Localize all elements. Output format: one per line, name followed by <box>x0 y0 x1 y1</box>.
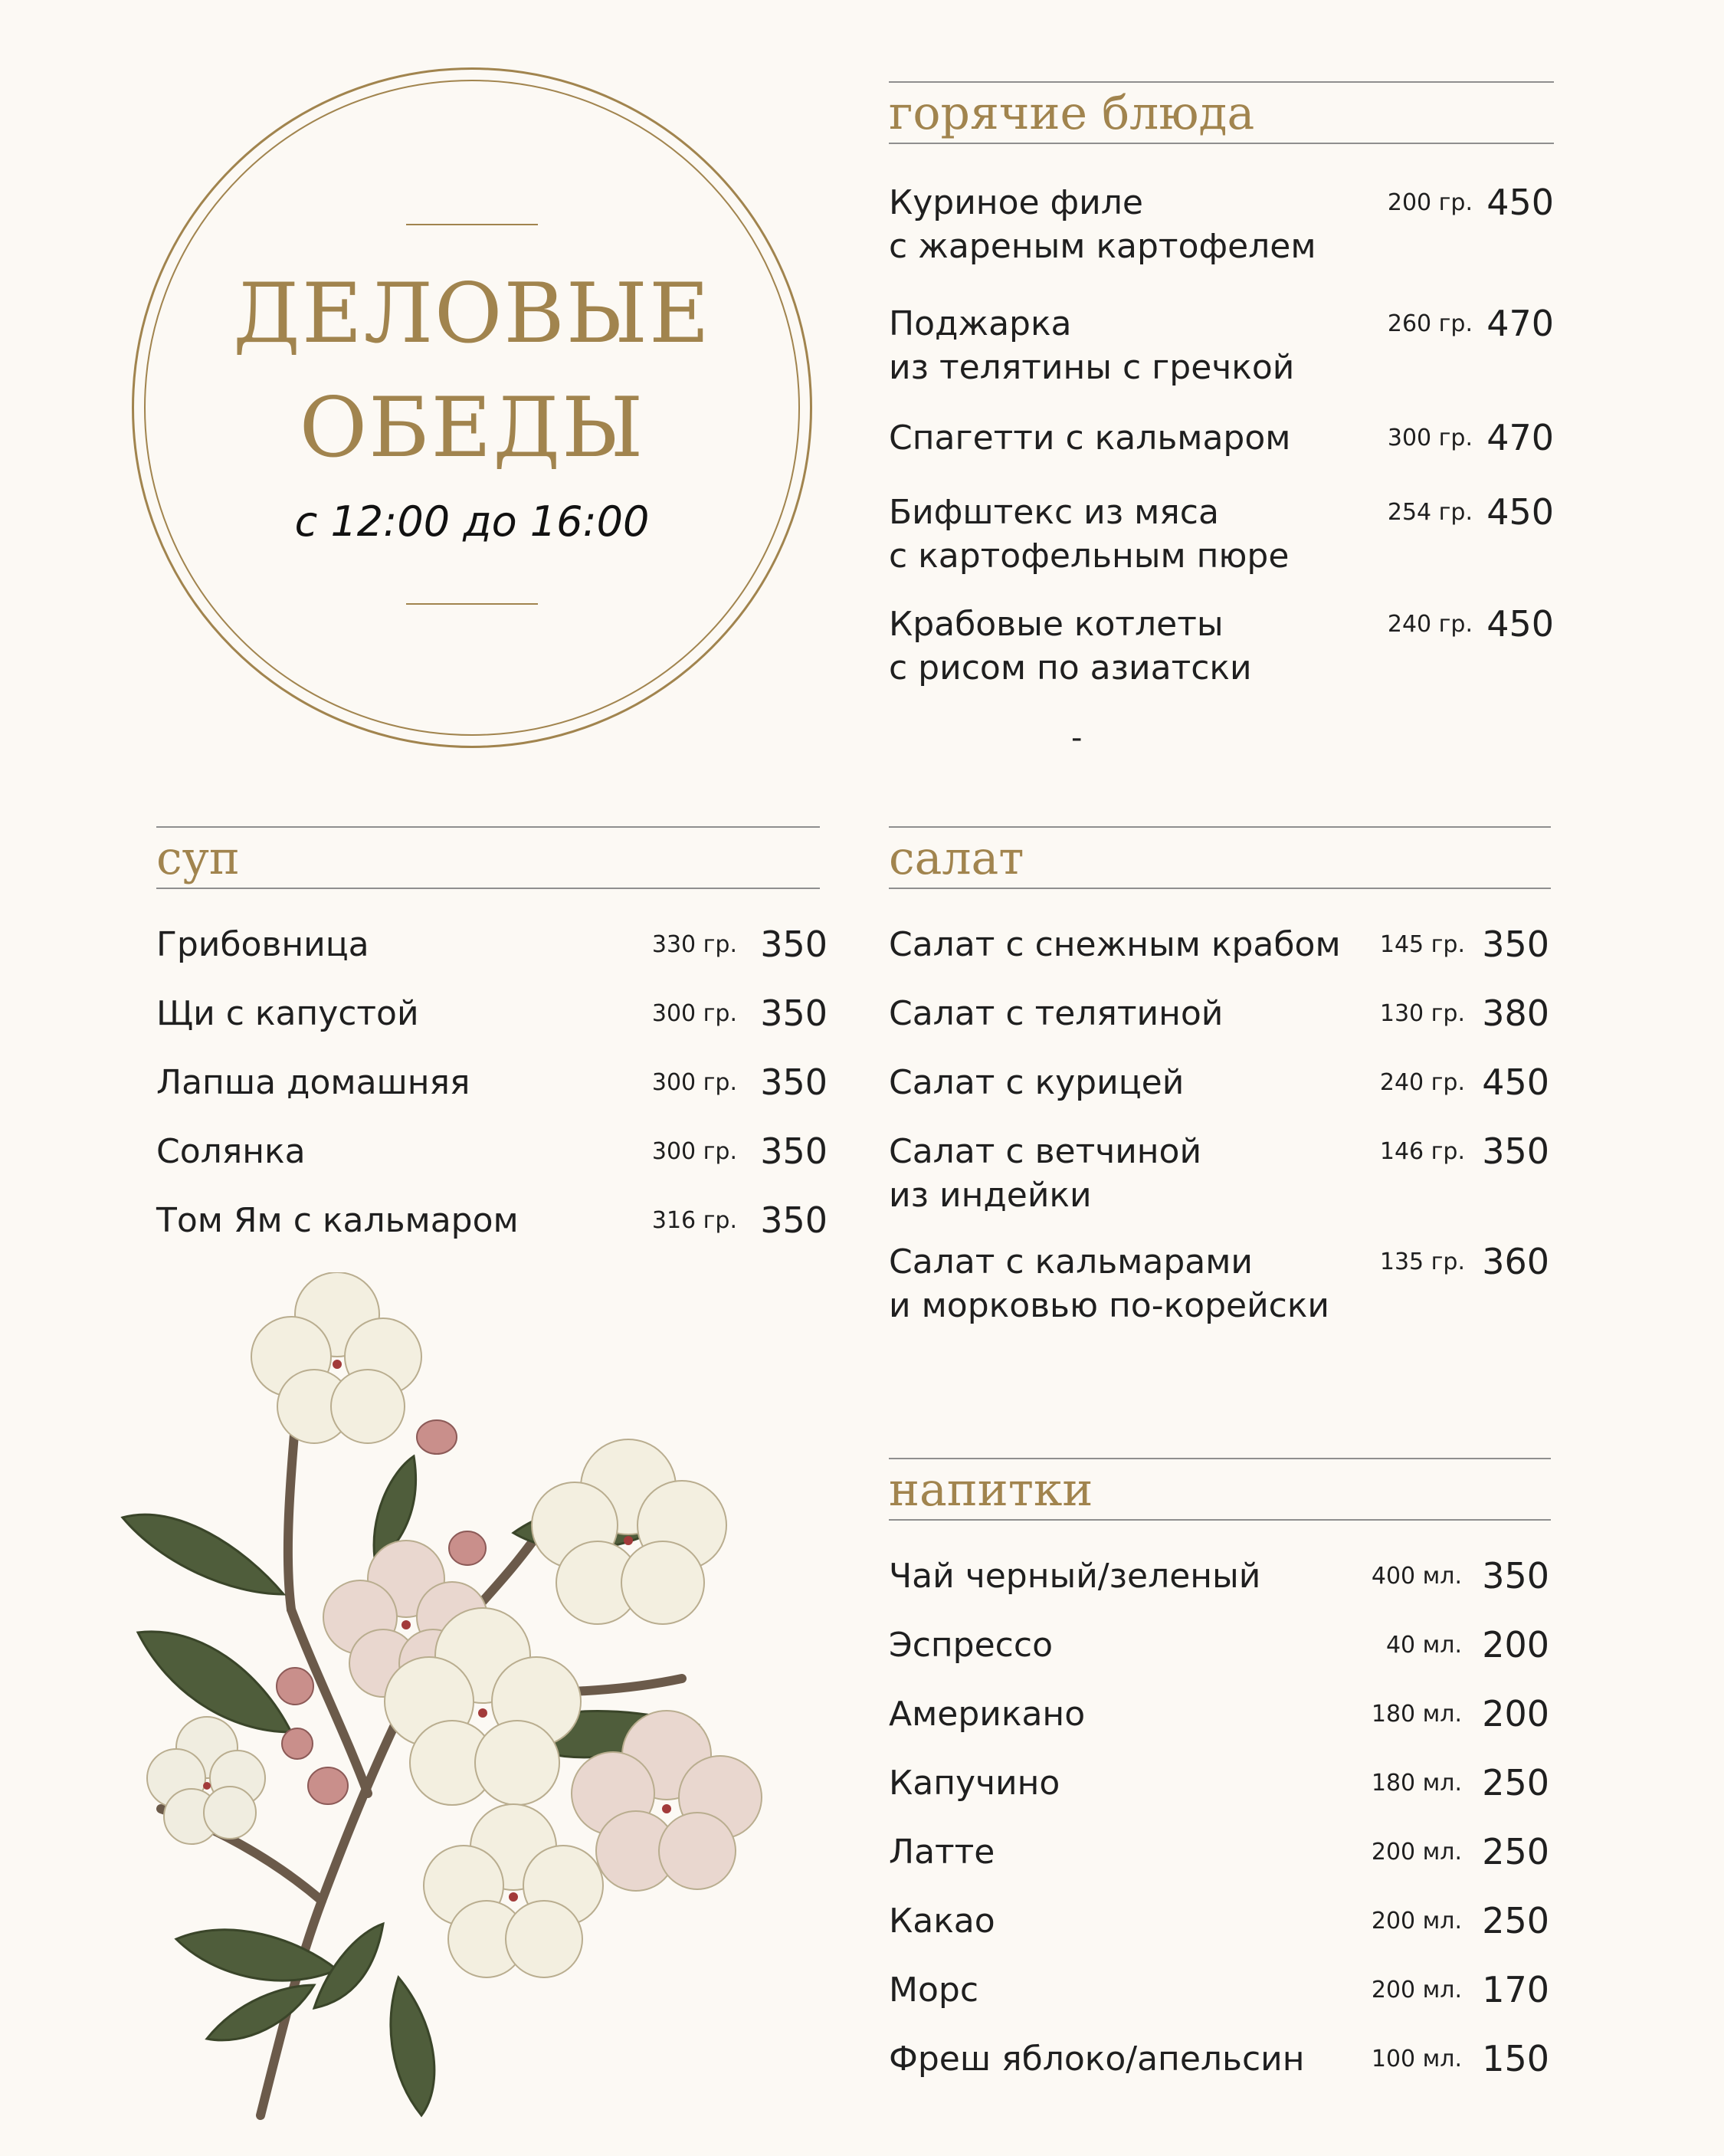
item-name: Том Ям с кальмаром <box>156 1201 519 1240</box>
item-weight: 240 гр. <box>1387 611 1473 638</box>
item-weight: 145 гр. <box>1379 931 1465 958</box>
title-bottom-rule <box>406 603 538 605</box>
item-price: 250 <box>1482 1900 1549 1941</box>
item-name: Спагетти с кальмаром <box>889 418 1291 458</box>
item-weight: 130 гр. <box>1379 1000 1465 1027</box>
item-price: 450 <box>1486 491 1554 533</box>
item-weight: 40 мл. <box>1385 1632 1462 1659</box>
menu-item <box>889 2037 1551 2129</box>
item-price: 200 <box>1482 1693 1549 1734</box>
item-price: 350 <box>760 1131 828 1172</box>
item-name: Бифштекс из мяса с картофельным пюре <box>889 493 1290 576</box>
item-name: Куриное филе с жареным картофелем <box>889 183 1316 266</box>
item-weight: 260 гр. <box>1387 310 1473 337</box>
item-name: Какао <box>889 1902 995 1941</box>
item-weight: 146 гр. <box>1379 1138 1465 1165</box>
item-name: Морс <box>889 1971 979 2010</box>
item-weight: 200 мл. <box>1371 1908 1462 1934</box>
section-rule <box>889 826 1551 828</box>
item-weight: 300 гр. <box>651 1000 737 1027</box>
item-price: 350 <box>1482 924 1549 965</box>
section-title: горячие блюда <box>889 87 1255 140</box>
item-name: Салат с телятиной <box>889 994 1224 1033</box>
section-drinks <box>889 1458 1551 2086</box>
item-weight: 240 гр. <box>1379 1069 1465 1096</box>
item-price: 350 <box>760 993 828 1034</box>
item-name: Грибовница <box>156 925 369 964</box>
item-weight: 330 гр. <box>651 931 737 958</box>
item-price: 450 <box>1486 182 1554 223</box>
item-weight: 100 мл. <box>1371 2046 1462 2072</box>
item-price: 350 <box>760 1199 828 1241</box>
item-price: 250 <box>1482 1762 1549 1803</box>
item-name: Капучино <box>889 1764 1060 1803</box>
section-rule <box>889 888 1551 889</box>
item-weight: 300 гр. <box>1387 425 1473 451</box>
item-name: Лапша домашняя <box>156 1063 470 1102</box>
title-line-2: ОБЕДЫ <box>299 380 645 476</box>
item-price: 360 <box>1482 1241 1549 1282</box>
item-weight: 180 мл. <box>1371 1770 1462 1797</box>
item-price: 350 <box>760 1062 828 1103</box>
item-name: Щи с капустой <box>156 994 419 1033</box>
section-title: суп <box>156 832 240 885</box>
section-salad <box>889 826 1551 1332</box>
item-price: 350 <box>1482 1555 1549 1596</box>
item-name: Эспрессо <box>889 1626 1053 1665</box>
item-weight: 135 гр. <box>1379 1249 1465 1275</box>
section-hot <box>889 81 1554 740</box>
section-rule <box>889 1458 1551 1459</box>
item-name: Крабовые котлеты с рисом по азиатски <box>889 605 1252 687</box>
item-name: Американо <box>889 1695 1086 1734</box>
item-price: 450 <box>1482 1062 1549 1103</box>
item-weight: 180 мл. <box>1371 1701 1462 1728</box>
item-weight: 400 мл. <box>1371 1563 1462 1590</box>
item-price: 150 <box>1482 2038 1549 2079</box>
title-top-rule <box>406 224 538 225</box>
section-rule <box>889 1519 1551 1521</box>
menu-item <box>889 1130 1551 1222</box>
item-weight: 300 гр. <box>651 1069 737 1096</box>
item-name: Поджарка из телятины с гречкой <box>889 304 1295 387</box>
menu-item <box>889 1240 1551 1332</box>
item-price: 470 <box>1486 417 1554 458</box>
item-weight: 200 мл. <box>1371 1839 1462 1866</box>
section-title: салат <box>889 832 1024 885</box>
item-name: Чай черный/зеленый <box>889 1557 1261 1596</box>
title-line-1: ДЕЛОВЫЕ <box>233 266 711 362</box>
section-rule <box>889 81 1554 83</box>
item-weight: 300 гр. <box>651 1138 737 1165</box>
section-soup <box>156 826 828 1255</box>
item-weight: 200 гр. <box>1387 189 1473 216</box>
menu-item <box>889 302 1554 394</box>
item-price: 450 <box>1486 603 1554 645</box>
item-price: 470 <box>1486 303 1554 344</box>
item-price: 350 <box>760 924 828 965</box>
item-price: 380 <box>1482 993 1549 1034</box>
item-name: Салат с курицей <box>889 1063 1185 1102</box>
section-rule <box>156 888 820 889</box>
menu-item <box>889 491 1554 582</box>
item-weight: 254 гр. <box>1387 499 1473 526</box>
separator-dash: - <box>1071 720 1083 756</box>
item-price: 170 <box>1482 1969 1549 2010</box>
item-name: Салат с ветчиной из индейки <box>889 1132 1202 1215</box>
item-weight: 316 гр. <box>651 1207 737 1234</box>
item-price: 250 <box>1482 1831 1549 1872</box>
hours-text: с 12:00 до 16:00 <box>294 497 650 546</box>
item-name: Салат с снежным крабом <box>889 925 1341 964</box>
menu-item <box>889 181 1554 273</box>
item-price: 200 <box>1482 1624 1549 1665</box>
item-weight: 200 мл. <box>1371 1977 1462 2003</box>
section-rule <box>156 826 820 828</box>
section-rule <box>889 143 1554 144</box>
item-price: 350 <box>1482 1131 1549 1172</box>
item-name: Фреш яблоко/апельсин <box>889 2040 1305 2079</box>
blossom-illustration <box>115 1272 805 2131</box>
item-name: Латте <box>889 1833 995 1872</box>
item-name: Солянка <box>156 1132 306 1171</box>
item-name: Салат с кальмарами и морковью по-корейски <box>889 1242 1330 1325</box>
section-title: напитки <box>889 1463 1093 1517</box>
menu-item <box>889 602 1554 694</box>
